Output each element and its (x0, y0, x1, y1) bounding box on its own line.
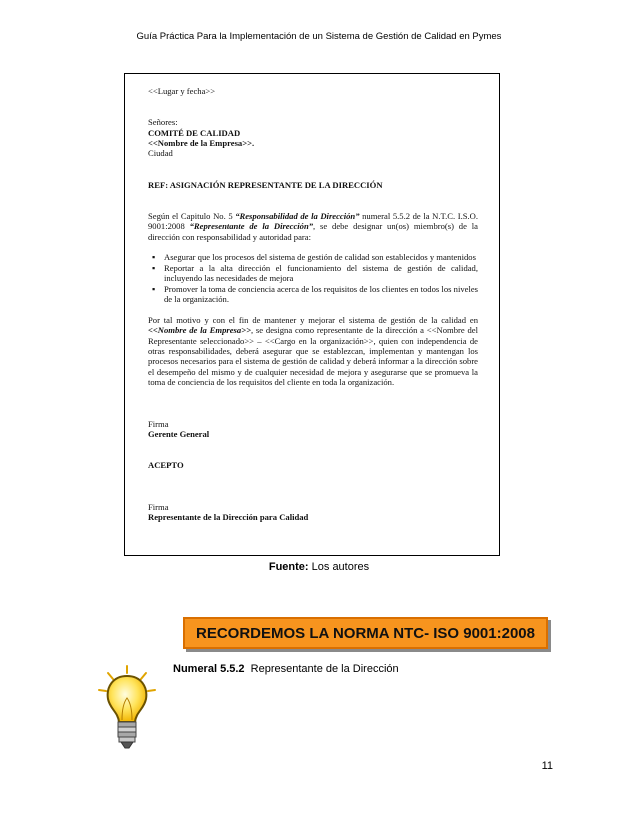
letter-reference: REF: ASIGNACIÓN REPRESENTANTE DE LA DIRECCIÓN (148, 179, 383, 190)
caption-label: Fuente: (268, 561, 309, 573)
letter-committee: COMITÉ DE CALIDAD (148, 127, 241, 138)
figure-caption (0, 561, 638, 573)
intro-text-2: numeral 5.5.2 de la N.T.C. I.S.O. 9001:2008 (148, 210, 479, 232)
letter-body (148, 86, 478, 523)
letter-company: <<Nombre de la Empresa>>. (148, 138, 255, 148)
letter-bullet-list (148, 252, 478, 304)
letter-intro (148, 211, 478, 242)
letter-bullet-item: ▪ Promover la toma de conciencia acerca de los requisitos de los clientes en todos los niveles de la organización. (164, 284, 478, 305)
signature-label-1: Firma (148, 418, 169, 429)
body-text-1: Por tal motivo y con el fin de mantener y mejorar el sistema de gestión de la calidad en (148, 314, 478, 325)
numeral-title: Representante de la Dirección (244, 663, 399, 675)
numeral-line (173, 663, 399, 675)
caption-text: Los autores (308, 561, 370, 573)
letter-accept: ACEPTO (148, 460, 184, 471)
norm-banner: RECORDEMOS LA NORMA NTC- ISO 9001:2008 (183, 617, 548, 649)
lightbulb-icon (96, 664, 158, 754)
letter-place-date: <<Lugar y fecha>> (148, 86, 216, 96)
signer-general-manager: Gerente General (148, 429, 210, 440)
body-company-name: <<Nombre de la Empresa>> (148, 325, 251, 336)
intro-chapter-title: “Responsabilidad de la Dirección” (235, 210, 360, 221)
intro-numeral-title: “Representante de la Dirección” (189, 221, 314, 232)
page-header: Guía Práctica Para la Implementación de un Sistema de Gestión de Calidad en Pymes (136, 31, 502, 42)
letter-main-paragraph (148, 315, 478, 388)
letter-template-box (124, 73, 500, 556)
body-text-2: , se designa como representante de la dirección a <<Nombre del Representante seleccionado>> – <<Cargo en la organización>>, quien con independencia de otras responsabilidades, deberá asegurar que se establezcan, implementan y mantengan los procesos necesarios para el sistema de gestión de calidad y deberá informar a la dirección sobre el desempeño del mismo y de cualquier necesidad de mejora y asegurarse que se promueva la toma de conciencia de los requisitos del cliente en toda la organización. (148, 325, 478, 388)
signature-label-2: Firma (148, 502, 169, 512)
letter-greeting: Señores: (148, 117, 178, 128)
letter-bullet-item: ▪ Asegurar que los procesos del sistema de gestión de calidad son establecidos y mantenidos (164, 252, 478, 262)
letter-city: Ciudad (148, 148, 173, 159)
intro-text-3: , se debe designar un(os) miembro(s) de la dirección con responsabilidad y autoridad para: (148, 221, 478, 242)
intro-text-1: Según el Capitulo No. 5 (148, 210, 236, 221)
letter-bullet-item: ▪ Reportar a la alta dirección el funcionamiento del sistema de gestión de calidad, incluyendo las necesidades de mejora (164, 263, 478, 284)
signer-quality-representative: Representante de la Dirección para Calidad (148, 512, 309, 523)
numeral-label: Numeral 5.5.2 (173, 663, 245, 675)
page-number: 11 (541, 760, 553, 772)
